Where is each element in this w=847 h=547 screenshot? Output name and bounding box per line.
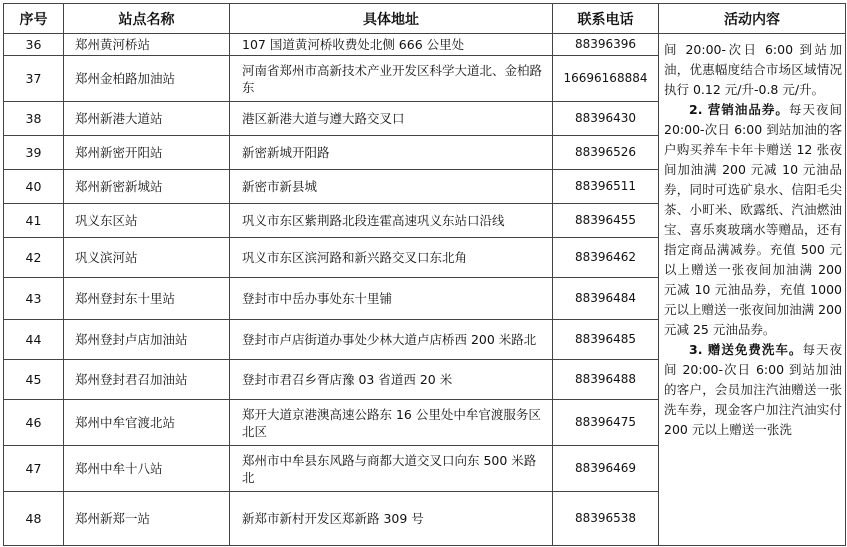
row-phone: 88396455: [553, 204, 659, 238]
header-address: 具体地址: [230, 4, 553, 34]
row-no: 48: [4, 492, 64, 546]
row-station-name: 郑州新港大道站: [64, 102, 230, 136]
row-station-name: 郑州黄河桥站: [64, 34, 230, 56]
row-phone: 88396485: [553, 320, 659, 360]
table-header-row: [4, 4, 846, 34]
row-no: 38: [4, 102, 64, 136]
header-station-name: 站点名称: [64, 4, 230, 34]
row-station-name: 郑州金柏路加油站: [64, 56, 230, 102]
row-address: 登封市卢店街道办事处少林大道卢店桥西 200 米路北: [230, 320, 553, 360]
activity-content: [659, 34, 846, 546]
row-station-name: 郑州登封卢店加油站: [64, 320, 230, 360]
row-phone: 88396475: [553, 400, 659, 446]
row-station-name: 郑州登封君召加油站: [64, 360, 230, 400]
row-phone: 88396396: [553, 34, 659, 56]
row-address: 新密新城开阳路: [230, 136, 553, 170]
activity-title-3: 3. 赠送免费洗车。: [689, 342, 803, 357]
row-no: 36: [4, 34, 64, 56]
row-station-name: 巩义滨河站: [64, 238, 230, 278]
header-phone: 联系电话: [553, 4, 659, 34]
row-phone: 88396462: [553, 238, 659, 278]
row-no: 43: [4, 278, 64, 320]
row-no: 45: [4, 360, 64, 400]
row-no: 40: [4, 170, 64, 204]
row-phone: 88396488: [553, 360, 659, 400]
activity-paragraph-1: 间 20:00-次日 6:00 到站加油，优惠幅度结合市场区域情况执行 0.12 元/升-0.8 元/升。: [664, 42, 842, 97]
row-address: 河南省郑州市高新技术产业开发区科学大道北、金柏路东: [230, 56, 553, 102]
activity-paragraph-3: [664, 340, 842, 440]
row-phone: 88396430: [553, 102, 659, 136]
activity-paragraph-2: [664, 100, 842, 340]
row-address: 登封市君召乡胥店豫 03 省道西 20 米: [230, 360, 553, 400]
row-phone: 88396484: [553, 278, 659, 320]
row-station-name: 郑州新郑一站: [64, 492, 230, 546]
row-address: 巩义市东区滨河路和新兴路交叉口东北角: [230, 238, 553, 278]
row-station-name: 郑州新密开阳站: [64, 136, 230, 170]
row-no: 46: [4, 400, 64, 446]
row-station-name: 郑州中牟官渡北站: [64, 400, 230, 446]
row-phone: 16696168884: [553, 56, 659, 102]
row-address: 登封市中岳办事处东十里铺: [230, 278, 553, 320]
row-address: 新密市新县城: [230, 170, 553, 204]
row-phone: 88396538: [553, 492, 659, 546]
activity-text-2: 每天夜间 20:00-次日 6:00 到站加油的客户购买养车卡年卡赠送 12 张夜间加油满 200 元减 10 元油品券，同时可选矿泉水、信阳毛尖茶、小町米、欧露纸、汽油燃油宝、喜乐爽玻璃水等赠品，还有指定商品满减券。充值 500 元以上赠送一张夜间加油满 200 元减 10 元油品券，充值 1000 元以上赠送一张夜间加油满 200 元减 25 元油品券。: [664, 102, 842, 337]
header-no: 序号: [4, 4, 64, 34]
header-activity: 活动内容: [659, 4, 846, 34]
row-no: 37: [4, 56, 64, 102]
row-address: 港区新港大道与遵大路交叉口: [230, 102, 553, 136]
activity-title-2: 2. 营销油品券。: [689, 102, 789, 117]
row-no: 39: [4, 136, 64, 170]
row-address: 郑州市中牟县东风路与商都大道交叉口向东 500 米路北: [230, 446, 553, 492]
row-station-name: 郑州新密新城站: [64, 170, 230, 204]
station-table: [3, 3, 846, 546]
row-no: 41: [4, 204, 64, 238]
row-no: 44: [4, 320, 64, 360]
row-address: 107 国道黄河桥收费处北侧 666 公里处: [230, 34, 553, 56]
row-station-name: 郑州中牟十八站: [64, 446, 230, 492]
table-row: [4, 34, 846, 56]
row-address: 新郑市新村开发区郑新路 309 号: [230, 492, 553, 546]
row-station-name: 郑州登封东十里站: [64, 278, 230, 320]
row-no: 47: [4, 446, 64, 492]
row-address: 郑开大道京港澳高速公路东 16 公里处中牟官渡服务区北区: [230, 400, 553, 446]
row-address: 巩义市东区紫荆路北段连霍高速巩义东站口沿线: [230, 204, 553, 238]
row-no: 42: [4, 238, 64, 278]
row-phone: 88396469: [553, 446, 659, 492]
row-phone: 88396511: [553, 170, 659, 204]
row-station-name: 巩义东区站: [64, 204, 230, 238]
activity-text-3: 每天夜间 20:00-次日 6:00 到站加油的客户，会员加注汽油赠送一张洗车券，现金客户加注汽油实付 200 元以上赠送一张洗: [664, 342, 842, 437]
row-phone: 88396526: [553, 136, 659, 170]
